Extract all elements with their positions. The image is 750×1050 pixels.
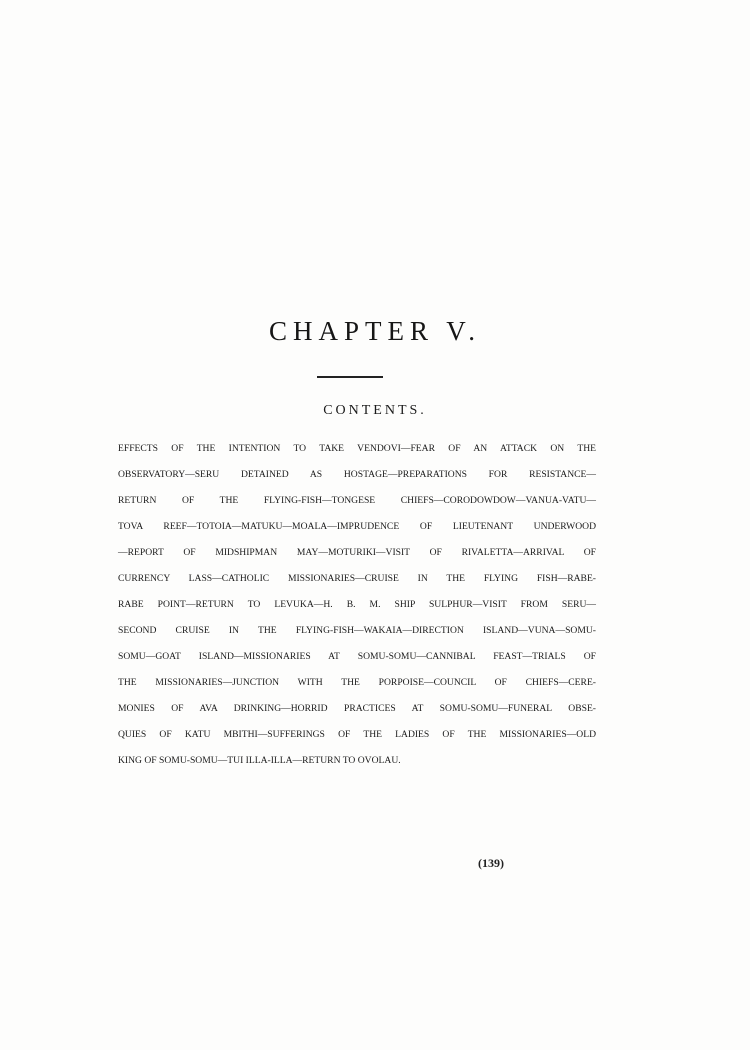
contents-heading: CONTENTS. [323, 403, 427, 418]
page-number: (139) [478, 856, 504, 870]
chapter-title: CHAPTER V. [268, 316, 482, 346]
contents-line: THE MISSIONARIES—JUNCTION WITH THE PORPOISE—COUNCIL OF CHIEFS—CERE- [118, 677, 596, 688]
contents-line: EFFECTS OF THE INTENTION TO TAKE VENDOVI—FEAR OF AN ATTACK ON THE [118, 443, 596, 454]
contents-line: MONIES OF AVA DRINKING—HORRID PRACTICES AT SOMU-SOMU—FUNERAL OBSE- [118, 703, 596, 714]
contents-line: SECOND CRUISE IN THE FLYING-FISH—WAKAIA—DIRECTION ISLAND—VUNA—SOMU- [118, 625, 596, 636]
contents-summary [118, 436, 596, 774]
contents-line: TOVA REEF—TOTOIA—MATUKU—MOALA—IMPRUDENCE OF LIEUTENANT UNDERWOOD [118, 521, 596, 532]
contents-line: —REPORT OF MIDSHIPMAN MAY—MOTURIKI—VISIT OF RIVALETTA—ARRIVAL OF [118, 547, 596, 558]
contents-line: CURRENCY LASS—CATHOLIC MISSIONARIES—CRUISE IN THE FLYING FISH—RABE- [118, 573, 596, 584]
contents-line: OBSERVATORY—SERU DETAINED AS HOSTAGE—PREPARATIONS FOR RESISTANCE— [118, 469, 596, 480]
contents-line: RABE POINT—RETURN TO LEVUKA—H. B. M. SHIP SULPHUR—VISIT FROM SERU— [118, 599, 596, 610]
contents-line: QUIES OF KATU MBITHI—SUFFERINGS OF THE LADIES OF THE MISSIONARIES—OLD [118, 729, 596, 740]
title-rule [317, 376, 383, 378]
contents-line: SOMU—GOAT ISLAND—MISSIONARIES AT SOMU-SOMU—CANNIBAL FEAST—TRIALS OF [118, 651, 596, 662]
contents-line: RETURN OF THE FLYING-FISH—TONGESE CHIEFS—CORODOWDOW—VANUA-VATU— [118, 495, 596, 506]
contents-line: KING OF SOMU-SOMU—TUI ILLA-ILLA—RETURN TO OVOLAU. [118, 755, 401, 766]
